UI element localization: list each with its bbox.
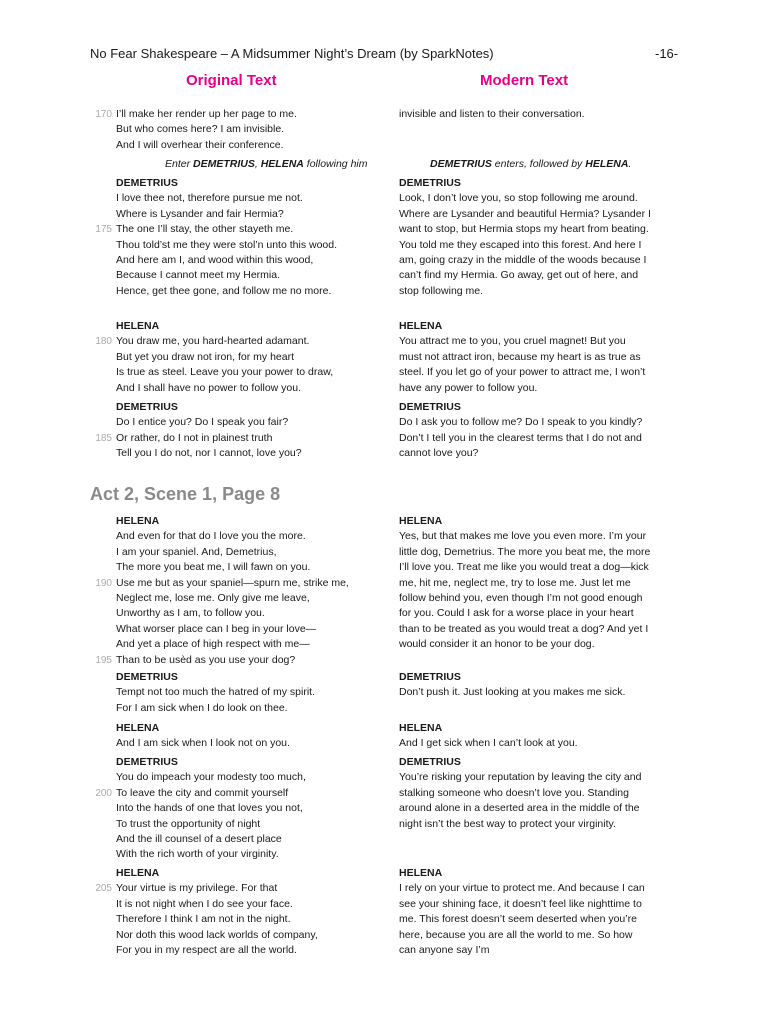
verse-line: Because I cannot meet my Hermia.	[116, 269, 280, 282]
modern-paragraph: And I get sick when I can’t look at you.	[399, 737, 578, 750]
verse-line: And here am I, and wood within this wood,	[116, 254, 314, 267]
verse-line: You do impeach your modesty too much,	[116, 771, 306, 784]
stage-direction-modern: DEMETRIUS enters, followed by HELENA.	[430, 158, 632, 170]
verse-line: And I shall have no power to follow you.	[116, 381, 302, 394]
speaker-name: DEMETRIUS	[399, 401, 461, 413]
modern-paragraph: You’re risking your reputation by leaving the city and stalking someone who doesn’t love you. Standing around alone in a deserted area in the middle of the night isn’t the best way to protect your virginity.	[399, 771, 642, 830]
speaker-name: DEMETRIUS	[116, 401, 178, 413]
modern-text-heading: Modern Text	[480, 72, 569, 89]
speaker-name: DEMETRIUS	[399, 177, 461, 189]
original-text-heading: Original Text	[186, 72, 277, 89]
verse-line: To trust the opportunity of night	[116, 817, 261, 830]
line-number: 170	[95, 109, 112, 120]
speaker-name: HELENA	[116, 515, 160, 527]
verse-line: With the rich worth of your virginity.	[116, 848, 279, 861]
verse-line: And even for that do I love you the more.	[116, 530, 306, 543]
verse-line: Where is Lysander and fair Hermia?	[116, 207, 284, 220]
verse-line: 180 You draw me, you hard-hearted adamant.	[95, 335, 310, 348]
speaker-name: HELENA	[399, 320, 443, 332]
verse-line: I am your spaniel. And, Demetrius,	[116, 545, 277, 558]
speaker-name: DEMETRIUS	[116, 177, 178, 189]
speaker-name: HELENA	[116, 867, 160, 879]
verse-line: The more you beat me, I will fawn on you.	[116, 561, 311, 574]
verse-line: 185 Or rather, do I not in plainest truth	[95, 431, 273, 444]
speaker-name: DEMETRIUS	[399, 671, 461, 683]
page-number: -16-	[655, 46, 679, 61]
document-header-title: No Fear Shakespeare – A Midsummer Night’s Dream (by SparkNotes)	[90, 46, 494, 61]
verse-line: Neglect me, lose me. Only give me leave,	[116, 592, 310, 605]
verse-line: 205 Your virtue is my privilege. For that	[95, 882, 278, 895]
verse-line: 170 I’ll make her render up her page to me.	[116, 107, 386, 122]
verse-line: But yet you draw not iron, for my heart	[116, 350, 294, 363]
speaker-name: DEMETRIUS	[116, 671, 178, 683]
speaker-name: HELENA	[399, 722, 443, 734]
verse-line: Tell you I do not, nor I cannot, love you?	[116, 447, 302, 460]
speaker-name: DEMETRIUS	[399, 756, 461, 768]
modern-paragraph: Yes, but that makes me love you even more. I’m your little dog, Demetrius. The more you beat me, the more I’ll love you. Treat me like you would treat a dog—kick me, hit me, neglect me, try to lose me. Just let me follow behind you, even though I’m not good enough for you. Could I ask for a worse place in your heart than to be treated as you would treat a dog? And yet I would consider it an honor to be your dog.	[399, 530, 651, 651]
modern-paragraph: Do I ask you to follow me? Do I speak to you kindly? Don’t I tell you in the clearest terms that I do not and cannot love you?	[399, 416, 643, 460]
speaker-name: HELENA	[116, 320, 160, 332]
verse-line: 200 To leave the city and commit yourself	[95, 786, 289, 799]
speaker-name: HELENA	[399, 515, 443, 527]
verse-line: And I am sick when I look not on you.	[116, 737, 290, 750]
modern-paragraph: I rely on your virtue to protect me. And because I can see your shining face, it doesn’t feel like nighttime to me. This forest doesn’t seem deserted when you’re here, because you are all the world to me. So how can anyone say I’m	[399, 882, 645, 957]
speaker-name: HELENA	[116, 722, 160, 734]
verse-line: And I will overhear their conference.	[116, 138, 284, 151]
verse-line: 175 The one I’ll stay, the other stayeth me.	[95, 223, 294, 236]
original-lines	[95, 107, 386, 153]
verse-line: Tempt not too much the hatred of my spirit.	[116, 686, 316, 699]
modern-paragraph: Look, I don’t love you, so stop following me around. Where are Lysander and beautiful Hermia? Lysander I want to stop, but Hermia stops my heart from beating. You told me they escaped into this forest. And here I am, going crazy in the middle of the woods because I can’t find my Hermia. Go away, get out of here, and stop following me.	[399, 192, 651, 297]
speaker-name: HELENA	[399, 867, 443, 879]
verse-line: Is true as steel. Leave you your power to draw,	[116, 366, 334, 379]
modern-paragraph: Don’t push it. Just looking at you makes me sick.	[399, 686, 626, 699]
verse-line: Unworthy as I am, to follow you.	[116, 607, 265, 620]
verse-line: For I am sick when I do look on thee.	[116, 701, 288, 714]
section-heading: Act 2, Scene 1, Page 8	[90, 484, 281, 504]
verse-line: And yet a place of high respect with me—	[116, 638, 310, 651]
verse-line: What worser place can I beg in your love—	[116, 622, 317, 635]
verse-line: Into the hands of one that loves you not,	[116, 802, 303, 815]
speaker-name: DEMETRIUS	[116, 756, 178, 768]
stage-direction-original: Enter DEMETRIUS, HELENA following him	[165, 158, 368, 170]
modern-paragraph: invisible and listen to their conversation.	[399, 108, 585, 120]
modern-paragraph: You attract me to you, you cruel magnet! But you must not attract iron, because my heart is as true as steel. If you let go of your power to attract me, I won’t have any power to follow you.	[399, 335, 646, 394]
verse-line: Do I entice you? Do I speak you fair?	[116, 416, 289, 429]
verse-line: 195 Than to be usèd as you use your dog?	[95, 653, 296, 666]
verse-line: It is not night when I do see your face.	[116, 897, 293, 910]
verse-line: Hence, get thee gone, and follow me no more.	[116, 284, 332, 297]
verse-line: Thou told’st me they were stol’n unto this wood.	[116, 238, 338, 251]
verse-line: 190 Use me but as your spaniel—spurn me, strike me,	[95, 576, 349, 589]
verse-line: I love thee not, therefore pursue me not.	[116, 192, 303, 205]
verse-line: But who comes here? I am invisible.	[116, 123, 285, 136]
verse-line: For you in my respect are all the world.	[116, 944, 297, 957]
verse-line: Therefore I think I am not in the night.	[116, 913, 291, 926]
verse-line: And the ill counsel of a desert place	[116, 833, 282, 846]
verse-line: Nor doth this wood lack worlds of company,	[116, 928, 318, 941]
